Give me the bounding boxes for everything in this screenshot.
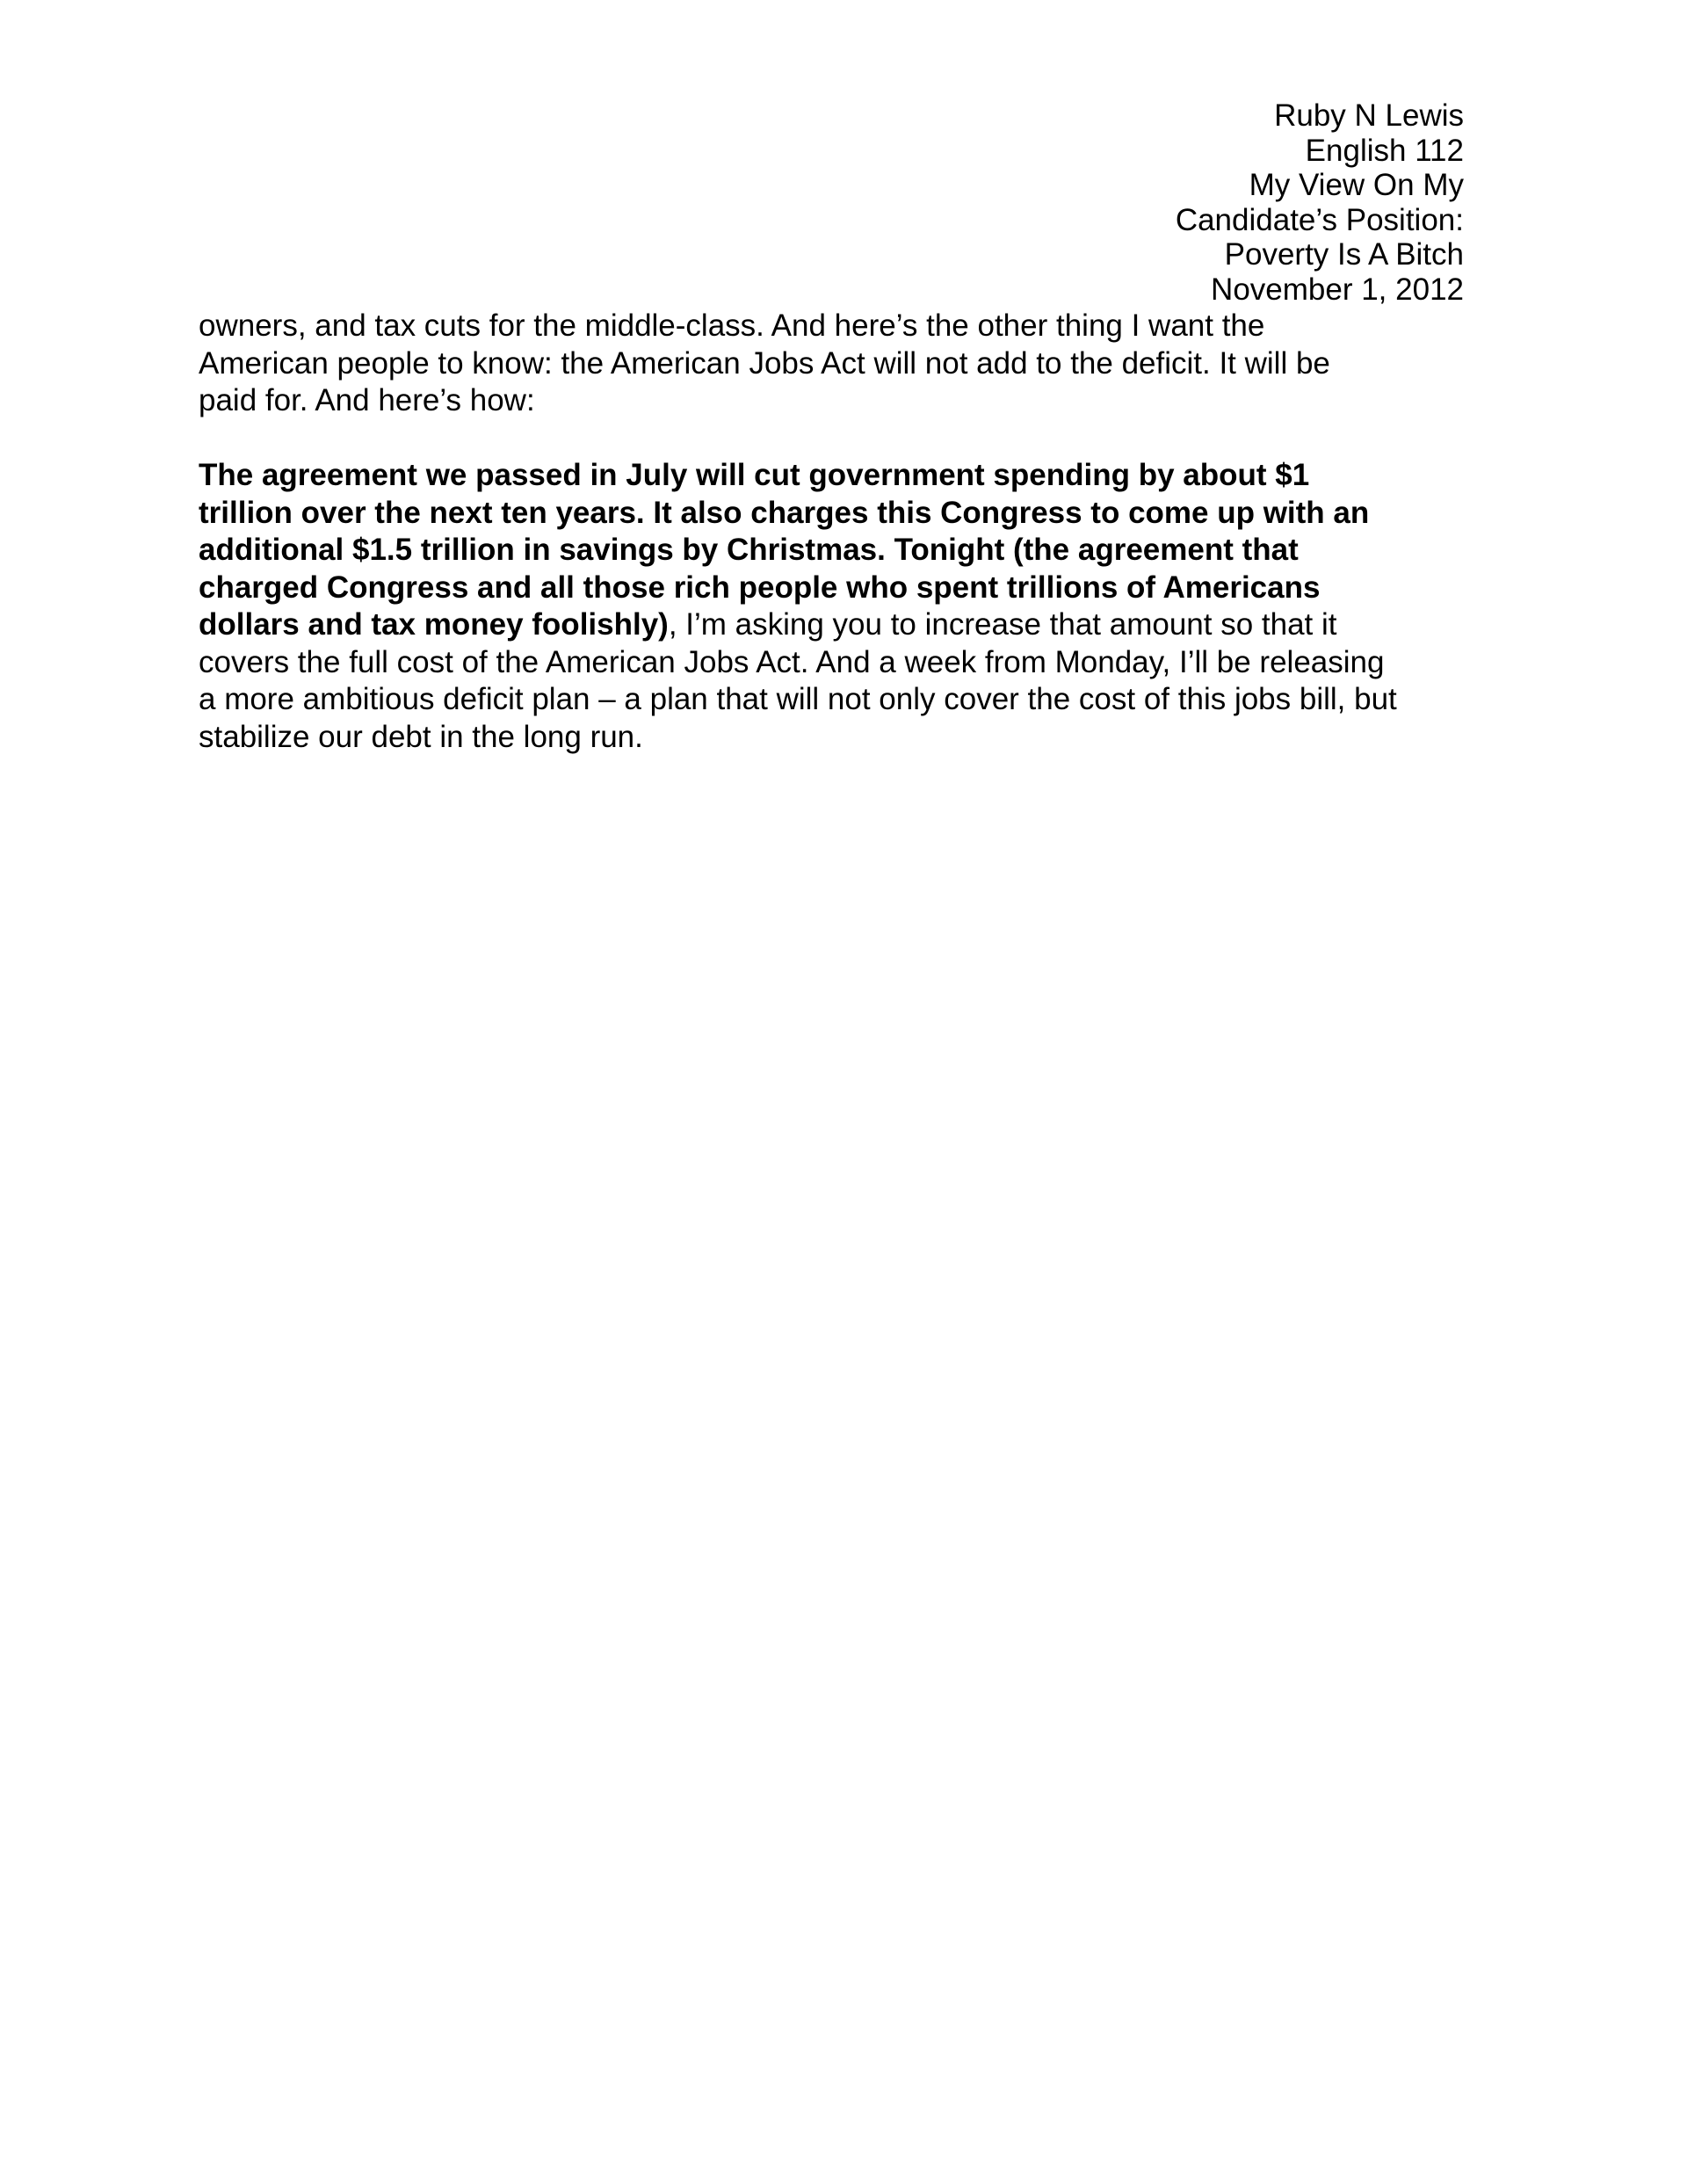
- title-line-1: My View On My: [1249, 168, 1464, 202]
- title-line-3: Poverty Is A Bitch: [1224, 237, 1464, 272]
- paragraph-2-line-7: a more ambitious deficit plan – a plan that will not only cover the cost of this jobs bill, but: [199, 682, 1397, 716]
- paragraph-2-line-5: [199, 606, 1481, 644]
- paragraph-2-line-4: charged Congress and all those rich people who spent trillions of Americans: [199, 570, 1321, 605]
- paragraph-2-line-8: stabilize our debt in the long run.: [199, 719, 643, 754]
- paragraph-1: [199, 308, 1481, 420]
- paragraph-1-line-3: paid for. And here’s how:: [199, 383, 535, 417]
- document-header: [849, 98, 1464, 307]
- document-body: [199, 308, 1481, 756]
- paragraph-2-line-1: The agreement we passed in July will cut government spending by about $1: [199, 458, 1310, 492]
- paragraph-2: [199, 457, 1481, 756]
- document-date: November 1, 2012: [1211, 272, 1464, 307]
- normal-segment: , I’m asking you to increase that amount so that it: [668, 607, 1337, 642]
- bold-segment: dollars and tax money foolishly): [199, 607, 669, 642]
- course-name: English 112: [1305, 133, 1464, 168]
- paragraph-2-line-2: trillion over the next ten years. It also charges this Congress to come up with an: [199, 495, 1370, 530]
- author-name: Ruby N Lewis: [1274, 98, 1464, 133]
- paragraph-1-line-1: owners, and tax cuts for the middle-class. And here’s the other thing I want the: [199, 308, 1265, 343]
- title-line-2: Candidate’s Position:: [1175, 202, 1464, 237]
- paragraph-2-line-3: additional $1.5 trillion in savings by Christmas. Tonight (the agreement that: [199, 533, 1299, 567]
- paragraph-1-line-2: American people to know: the American Jobs Act will not add to the deficit. It will be: [199, 345, 1330, 381]
- paragraph-2-line-6: covers the full cost of the American Jobs Act. And a week from Monday, I’ll be releasing: [199, 644, 1385, 679]
- paragraph-spacer: [199, 420, 1481, 458]
